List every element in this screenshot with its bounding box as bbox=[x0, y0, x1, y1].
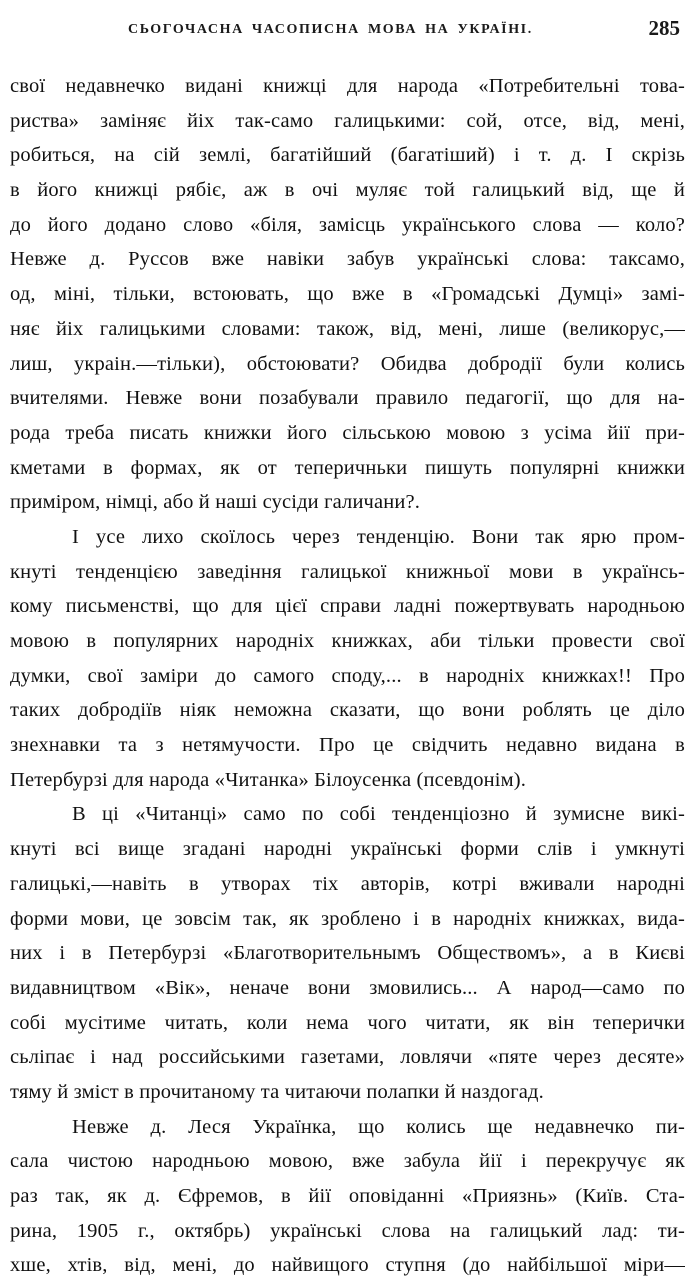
text-line: тяму й зміст в прочитаному та читаючи полапки й наздогад. bbox=[10, 1080, 544, 1103]
text-line: приміром, німці, або й наші сусіди галичани?. bbox=[10, 491, 421, 514]
text-line: собі мусітиме читать, коли нема чого читати, як він теперички bbox=[10, 1011, 685, 1034]
text-line: няє йіх галицькими словами: також, від, мені, лише (великорус,— bbox=[10, 317, 685, 340]
text-line: галицькі,—навіть в утворах тіх авторів, котрі вживали народні bbox=[10, 872, 685, 895]
text-line: сьліпає і над российськими газетами, ловлячи «пяте через десяте» bbox=[10, 1046, 685, 1069]
text-line: хше, хтів, від, мені, до найвищого ступня (до найбільшої міри— bbox=[10, 1254, 685, 1277]
text-line: свої недавнечко видані книжці для народа «Потребительні това- bbox=[10, 75, 685, 97]
text-line: лиш, украін.—тільки), обстоювати? Обидва добродії були колись bbox=[10, 352, 685, 375]
paragraph-first-line: Невже д. Леся Українка, що колись ще недавнечко пи- bbox=[72, 1115, 685, 1138]
text-line: видавництвом «Вік», неначе вони змовились... А народ—само по bbox=[10, 976, 685, 999]
paragraph-first-line: І усе лихо скоїлось через тенденцію. Вони так ярю пром- bbox=[72, 525, 685, 548]
text-line: кнуті всі вище згадані народні українські форми слів і умкнуті bbox=[10, 838, 685, 861]
text-line: таких добродіїв ніяк неможна сказати, що вони роблять це діло bbox=[10, 699, 685, 722]
body-text bbox=[10, 69, 685, 1283]
text-line: кметами в формах, як от теперичньки пишуть популярні книжки bbox=[10, 456, 685, 479]
text-line: Петербурзі для народа «Читанка» Білоусенка (псевдонім). bbox=[10, 768, 526, 791]
text-line: кнуті тенденцією заведіння галицької книжньої мови в українсь- bbox=[10, 560, 685, 583]
text-line: риства» заміняє йіх так-само галицькими: сой, отсе, від, мені, bbox=[10, 109, 685, 132]
text-line: од, міні, тільки, встоювать, що вже в «Громадські Думці» замі- bbox=[10, 283, 685, 306]
page-header bbox=[0, 14, 700, 44]
text-line: Невже д. Руссов вже навіки забув українські слова: таксамо, bbox=[10, 248, 685, 271]
running-title: СЬОГОЧАСНА ЧАСОПИСНА МОВА НА УКРАЇНІ. bbox=[128, 22, 533, 37]
text-line: них і в Петербурзі «Благотворительнымъ Обществомъ», а в Києві bbox=[10, 942, 685, 965]
text-line: в його книжці рябіє, аж в очі муляє той галицький від, ще й bbox=[10, 179, 685, 202]
text-line: до його додано слово «біля, замісць українського слова — коло? bbox=[10, 213, 685, 236]
text-line: думки, свої заміри до самого споду,... в народніх книжках!! Про bbox=[10, 664, 685, 687]
text-line: робиться, на сій землі, багатійший (багатіший) і т. д. І скрізь bbox=[10, 144, 685, 167]
text-line: рина, 1905 г., октябрь) українські слова на галицький лад: ти- bbox=[10, 1219, 685, 1242]
text-line: рода треба писать книжки його сільською мовою з усіма йії при- bbox=[10, 421, 685, 444]
text-line: мовою в популярних народніх книжках, аби тільки провести свої bbox=[10, 630, 685, 652]
page-number: 285 bbox=[648, 16, 680, 40]
text-line: вчителями. Невже вони позабували правило педагогії, що для на- bbox=[10, 387, 685, 410]
text-line: знехнавки та з нетямучости. Про це свідчить недавно видана в bbox=[10, 734, 685, 757]
text-line: форми мови, це зовсім так, як зроблено і в народніх книжках, вида- bbox=[10, 907, 685, 930]
paragraph-first-line: В ці «Читанці» само по собі тенденціозно й зумисне викі- bbox=[72, 803, 685, 826]
text-line: раз так, як д. Єфремов, в йії оповіданні «Приязнь» (Київ. Ста- bbox=[10, 1185, 685, 1207]
text-line: сала чистою народньою мовою, вже забула йії і перекручує як bbox=[10, 1150, 685, 1173]
text-line: кому письменстві, що для цієї справи ладні пожертвувать народньою bbox=[10, 595, 685, 618]
